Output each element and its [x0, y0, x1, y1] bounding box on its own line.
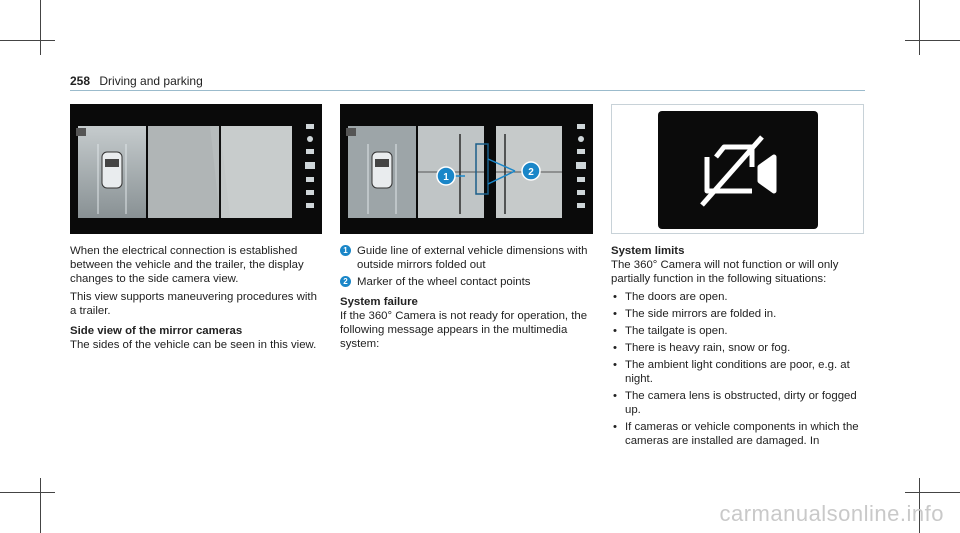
list-item: • The doors are open.: [611, 290, 866, 304]
crop-mark: [0, 492, 55, 493]
watermark: carmanualsonline.info: [719, 501, 944, 526]
section-title: Driving and parking: [99, 74, 203, 88]
page-header: [70, 74, 203, 88]
marker-2-badge: [522, 162, 540, 180]
crop-mark: [905, 492, 960, 493]
camera-unavailable-image: [611, 104, 864, 234]
header-rule: [70, 90, 865, 91]
marker-1-badge: [437, 167, 455, 185]
guide-lines-view-image: [340, 104, 593, 234]
paragraph: The sides of the vehicle can be seen in this view.: [70, 339, 317, 351]
paragraph: This view supports maneuvering procedures with a trailer.: [70, 291, 317, 317]
crop-mark: [40, 0, 41, 55]
paragraph: If the 360° Camera is not ready for operation, the following message appears in the multimedia system:: [340, 310, 588, 350]
paragraph: When the electrical connection is established between the vehicle and the trailer, the display changes to the side camera view.: [70, 245, 304, 285]
side-camera-view-image: [70, 104, 322, 234]
list-item: • If cameras or vehicle components in which the cameras are installed are damaged. In: [611, 420, 866, 448]
legend-item: [340, 244, 595, 272]
crop-mark: [919, 0, 920, 55]
marker-2-label: 2: [528, 167, 534, 178]
crop-mark: [40, 478, 41, 533]
list-item: • The side mirrors are folded in.: [611, 307, 866, 321]
legend-text: Guide line of external vehicle dimensions with outside mirrors folded out: [357, 245, 588, 271]
legend-text: Marker of the wheel contact points: [357, 276, 531, 288]
section-heading: System failure: [340, 296, 418, 308]
list-item: • There is heavy rain, snow or fog.: [611, 341, 866, 355]
paragraph: The 360° Camera will not function or will only partially function in the following situations:: [611, 259, 839, 285]
text-column-1: [70, 244, 325, 356]
legend-number: 1: [340, 245, 351, 256]
list-item: • The camera lens is obstructed, dirty or fogged up.: [611, 389, 866, 417]
section-heading: Side view of the mirror cameras: [70, 325, 243, 337]
section-heading: System limits: [611, 245, 685, 257]
page-number: 258: [70, 74, 91, 88]
legend-item: [340, 275, 595, 289]
list-item: • The tailgate is open.: [611, 324, 866, 338]
crop-mark: [0, 40, 55, 41]
text-column-3: [611, 244, 866, 451]
list-item: • The ambient light conditions are poor, e.g. at night.: [611, 358, 866, 386]
marker-1-label: 1: [443, 172, 449, 183]
crop-mark: [905, 40, 960, 41]
limits-list: [611, 290, 866, 448]
text-column-2: [340, 244, 595, 355]
legend-number: 2: [340, 276, 351, 287]
